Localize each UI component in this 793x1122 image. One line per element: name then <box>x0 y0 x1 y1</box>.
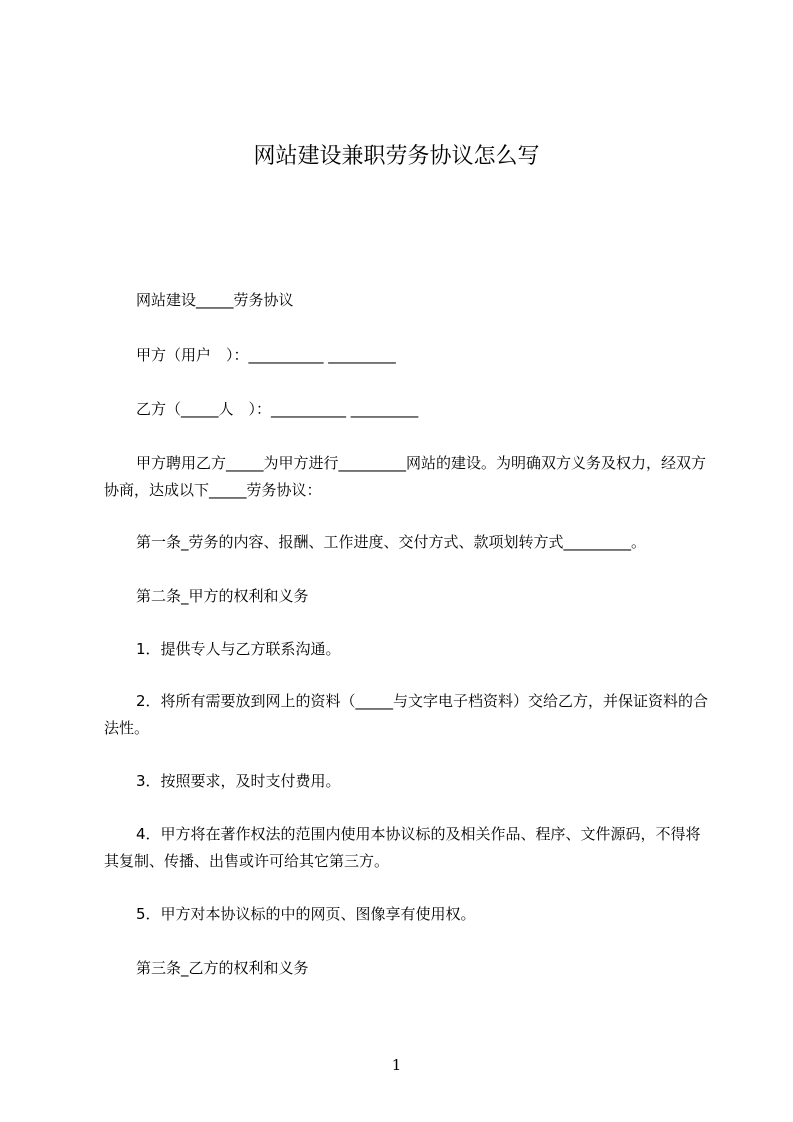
paragraph-article-2-item-5: 5．甲方对本协议标的中的网页、图像享有使用权。 <box>136 905 476 923</box>
paragraph-article-2-item-1: 1．提供专人与乙方联系沟通。 <box>136 640 341 658</box>
paragraph-party-b: 乙方（_____人 ）：__________ _________ <box>136 400 419 418</box>
paragraph-preamble: 甲方聘用乙方_____为甲方进行_________网站的建设。为明确双方义务及权力，经双方协商，达成以下_____劳务协议： <box>104 454 707 499</box>
paragraph-party-a: 甲方（用户 ）：__________ _________ <box>136 346 396 364</box>
paragraph-article-2-item-2: 2．将所有需要放到网上的资料（_____与文字电子档资料）交给乙方，并保证资料的合法性。 <box>104 692 709 737</box>
page-number: 1 <box>391 1056 402 1074</box>
paragraph-article-1: 第一条_劳务的内容、报酬、工作进度、交付方式、款项划转方式_________。 <box>136 533 647 551</box>
paragraph-article-3-heading: 第三条_乙方的权利和义务 <box>136 959 309 977</box>
document-title: 网站建设兼职劳务协议怎么写 <box>253 144 540 169</box>
paragraph-article-2-item-4: 4．甲方将在著作权法的范围内使用本协议标的及相关作品、程序、文件源码，不得将其复制、传播、出售或许可给其它第三方。 <box>104 825 701 870</box>
paragraph-article-2-heading: 第二条_甲方的权利和义务 <box>136 587 309 605</box>
paragraph-article-2-item-3: 3．按照要求，及时支付费用。 <box>136 772 341 790</box>
paragraph-agreement-name: 网站建设_____劳务协议 <box>136 291 294 309</box>
